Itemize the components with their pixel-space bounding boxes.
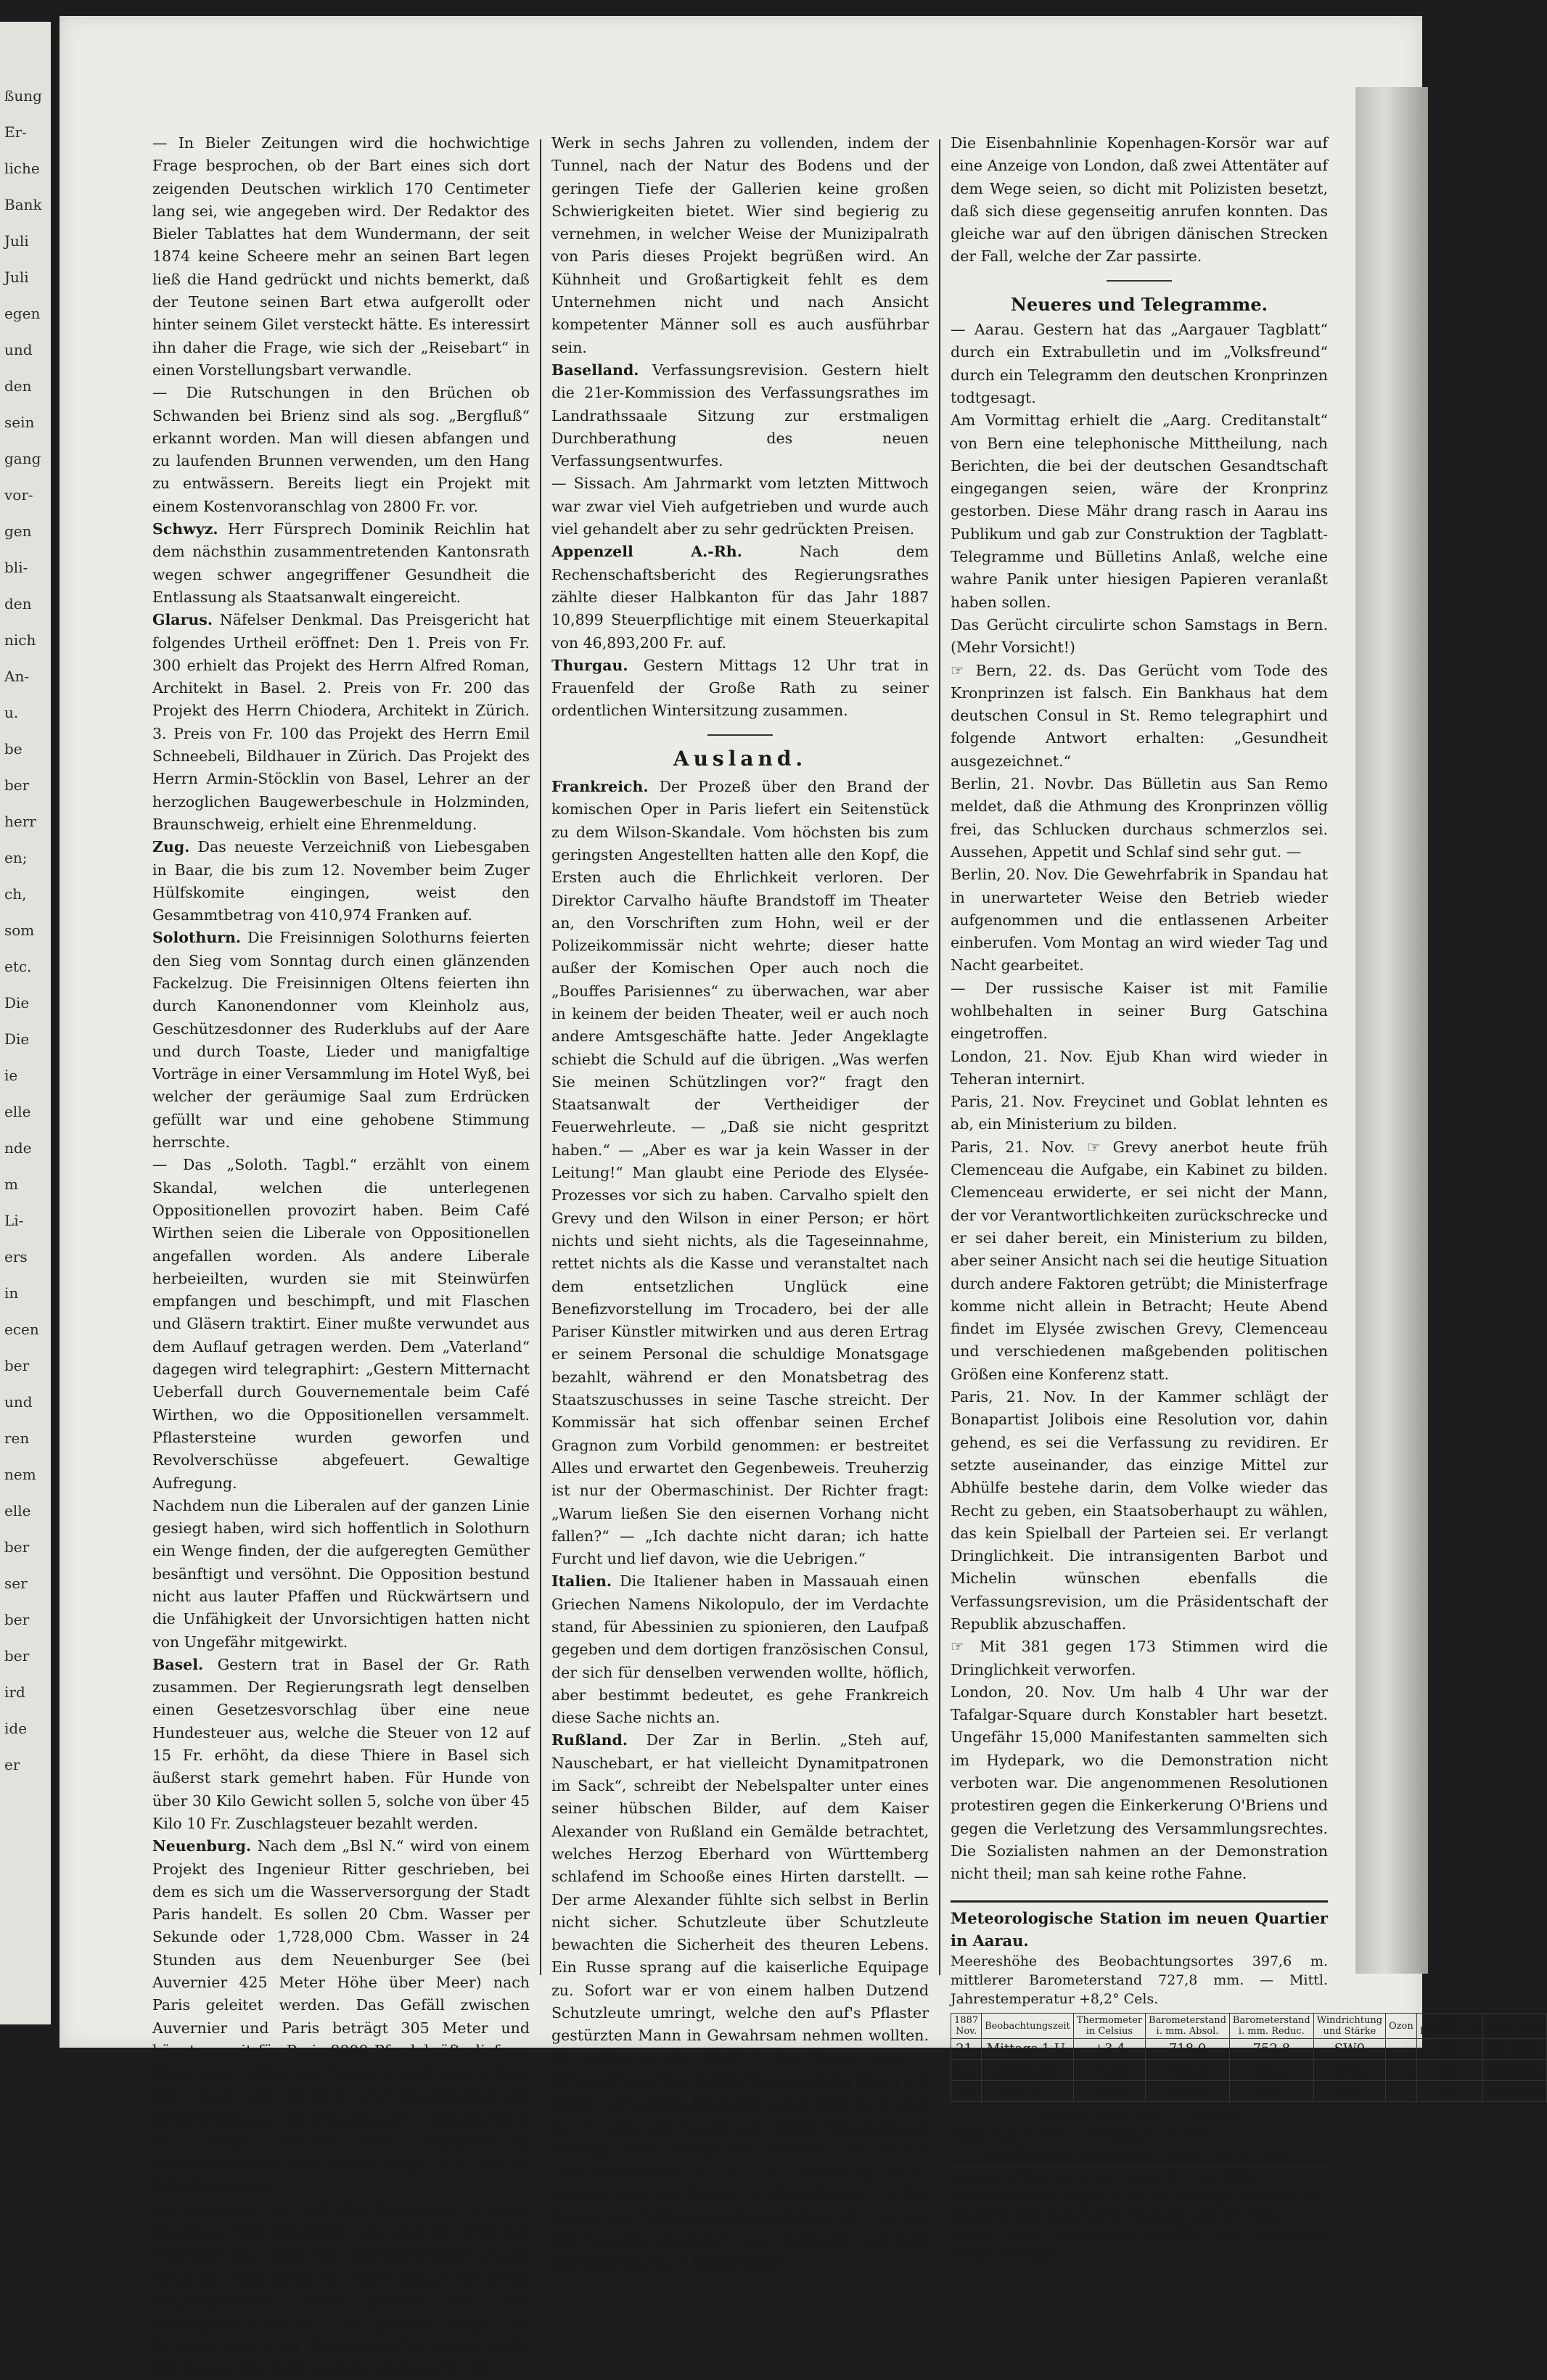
article-paragraph: [551, 132, 929, 359]
prev-page-fragment: Bank: [4, 196, 42, 213]
article-heading: Rußland.: [551, 1731, 628, 1749]
column-rule-1: [540, 139, 541, 1975]
article-paragraph: [551, 1729, 929, 2274]
article-paragraph: [951, 1091, 1328, 1136]
weather-cell: bedeckt.: [1483, 2060, 1546, 2081]
article-paragraph: [551, 359, 929, 472]
prev-page-fragment: etc.: [4, 958, 32, 975]
article-heading: Baselland.: [551, 361, 639, 379]
article-paragraph: [951, 773, 1328, 863]
newspaper-page: [60, 16, 1543, 2378]
prev-page-fragment: elle: [4, 1502, 31, 1519]
prev-page-fragment: Juli: [4, 232, 29, 250]
prev-page-fragment: ide: [4, 1720, 28, 1737]
prev-page-fragment: ecen: [4, 1321, 39, 1338]
article-paragraph: [951, 1386, 1328, 1636]
article-text: Die Eisenbahnlinie Kopenhagen-Korsör war auf eine Anzeige von London, daß zwei Attentäter auf dem Wege seien, so dicht mit Polizisten besetzt, daß sich diese gegenseitig anrufen konnten. Das gleiche war auf den übrigen dänischen Strecken der Fall, welche der Zar passirte.: [951, 134, 1328, 266]
article-text: Verfassungsrevision. Gestern hielt die 21er-Kommission des Verfassungsrathes im Landrathssaale Sitzung zur erstmaligen Durchberathung des neuen Verfassungsentwurfes.: [551, 361, 929, 470]
prev-page-fragment: ßung: [4, 87, 42, 104]
weather-note-1: Beobachtung um 7 Uhr früh;: [1038, 2108, 1241, 2125]
prev-page-fragment: und: [4, 341, 33, 358]
weather-cell: [1386, 2039, 1417, 2060]
weather-header-cell: Ozon: [1386, 2014, 1417, 2039]
weather-cell: 91: [1416, 2081, 1483, 2102]
weather-row: [951, 2039, 1547, 2060]
prev-page-fragment: nich: [4, 631, 36, 649]
weather-header-cell: Barometerstand i. mm. Reduc.: [1229, 2014, 1313, 2039]
prev-page-fragment: er: [4, 1756, 20, 1773]
zurich-date: vom 22. Nov.: [1191, 2208, 1283, 2225]
weather-cell: 92: [1416, 2060, 1483, 2081]
weather-cell: 718,0: [1146, 2039, 1230, 2060]
weather-cell: +1,9: [1073, 2060, 1145, 2081]
weather-row: [951, 2081, 1547, 2102]
prev-page-fragment: liche: [4, 160, 40, 177]
prev-page-fragment: gang: [4, 450, 41, 467]
article-text: Die Freisinnigen Solothurns feierten den Sieg vom Sonntag durch einen glänzenden Fackelzug. Die Freisinnigen Oltens feierten ihn durch Kanonendonner vom Kleinholz aus, Geschützesdonner des Ruderklubs auf der Aare und durch Toaste, Lieder und manigfaltige Vorträge in einer Versammlung im Hotel Wyß, bei welcher der geräumige Saal zum Erdrücken gefüllt war und eine gehobene Stimmung herrschte.: [152, 929, 530, 1152]
prev-page-fragment: ber: [4, 1611, 30, 1628]
weather-cell: 720,5: [1146, 2081, 1230, 2102]
prev-page-fragment: herr: [4, 813, 36, 830]
previous-page-edge: [0, 22, 51, 2024]
article-text: — In Bieler Zeitungen wird die hochwichtige Frage besprochen, ob der Bart eines sich dort zeigenden Deutschen wirklich 170 Centimeter lang sei, wie angegeben wird. Der Redaktor des Bieler Tablattes hat dem Wundermann, der seit 1874 keine Scheere mehr an seinen Bart legen ließ die Hand gedrückt und nichts bemerkt, daß der Teutone seinen Bart etwa aufgerollt oder hinter seinem Gilet versteckt hätte. Es interessirt ihn daher die Frage, wie sich der „Reisebart“ in einen Vorstellungsbart verwandle.: [152, 134, 530, 379]
column-2: [551, 132, 929, 2275]
article-paragraph: [551, 1570, 929, 1729]
prev-page-fragment: gen: [4, 522, 32, 540]
prev-page-fragment: som: [4, 922, 35, 939]
column-rule-2: [939, 139, 940, 1975]
article-paragraph: [951, 132, 1328, 268]
article-heading: Solothurn.: [152, 929, 242, 947]
article-paragraph: [152, 927, 530, 1154]
article-paragraph: [152, 1154, 530, 1494]
weather-cell: Abends 9: [982, 2060, 1074, 2081]
article-paragraph: [551, 472, 929, 541]
prev-page-fragment: ber: [4, 776, 30, 794]
weather-header-cell: 1887 Nov.: [951, 2014, 982, 2039]
article-heading: Appenzell A.-Rh.: [551, 543, 742, 561]
prev-page-fragment: be: [4, 740, 22, 758]
weather-cell: [1386, 2081, 1417, 2102]
page-edge-shadow: [1355, 87, 1428, 1974]
prev-page-fragment: nde: [4, 1139, 32, 1157]
weather-header-cell: Beobachtungszeit: [982, 2014, 1074, 2039]
weather-cell: [1386, 2060, 1417, 2081]
article-text: Näfelser Denkmal. Das Preisgericht hat folgendes Urtheil eröffnet: Den 1. Preis von Fr. 300 erhielt das Projekt des Herrn Alfred Roman, Architekt in Basel. 2. Preis von Fr. 200 das Projekt des Herrn Chiodera, Architekt in Zürich. 3. Preis von Fr. 100 das Projekt des Herrn Emil Schneebeli, Bildhauer in Zürich. Das Projekt des Herrn Armin-Stöcklin von Basel, Lehrer an der herzoglichen Baugewerbeschule in Holzminden, Braunschweig, erhielt eine Ehrenmeldung.: [152, 611, 530, 833]
paris-title: Pariser Observatorium: [951, 2170, 1126, 2187]
article-heading: Basel.: [152, 1655, 204, 1673]
article-text: Werk in sechs Jahren zu vollenden, indem der Tunnel, nach der Natur des Bodens und der geringen Tiefe der Gallerien keine großen Schwierigkeiten bietet. Wier sind begierig zu vernehmen, in welcher Weise der Munizipalrath von Paris dieses Projekt begrüßen wird. An Kühnheit und Großartigkeit fehlt es dem Unternehmen nicht und nach Ansicht kompetenter Männer soll es auch ausführbar sein.: [551, 134, 929, 356]
article-paragraph: [951, 614, 1328, 660]
article-paragraph: [951, 1046, 1328, 1091]
weather-cell: +2,9: [1073, 2081, 1145, 2102]
article-paragraph: [152, 609, 530, 836]
article-text: — Sissach. Am Jahrmarkt vom letzten Mittwoch war zwar viel Vieh aufgetrieben und wurde auch viel gehandelt aber zu sehr gedrückten Preisen.: [551, 475, 929, 538]
weather-cell: SW0: [1313, 2039, 1385, 2060]
prev-page-fragment: Die: [4, 1030, 30, 1048]
prev-page-fragment: sein: [4, 414, 35, 431]
article-paragraph: [951, 660, 1328, 773]
prev-page-fragment: ber: [4, 1647, 30, 1665]
article-text: ☞ Bern, 22. ds. Das Gerücht vom Tode des Kronprinzen ist falsch. Ein Bankhaus hat dem deutschen Consul in St. Remo telegraphirt und folgende Antwort erhalten: „Gesundheit ausgezeichnet.“: [951, 661, 1328, 770]
weather-header-cell: Rel. Feuchtigkeit: [1416, 2014, 1483, 2039]
article-paragraph: [152, 518, 530, 609]
article-heading: Frankreich.: [551, 778, 649, 796]
prev-page-fragment: ber: [4, 1357, 30, 1374]
article-text: Nach dem „Bsl N.“ wird von einem Projekt des Ingenieur Ritter geschrieben, bei dem es sich um die Wasserversorgung der Stadt Paris handelt. Es sollen 20 Cbm. Wasser per Sekunde oder 1,728,000 Cbm. Wasser in 24 Stunden aus dem Neuenburger See (bei Auvernier 425 Meter Höhe über Meer) nach Paris geleitet werden. Das Gefäll zwischen Auvernier und Paris beträgt 305 Meter und könnte somit für Paris 8000 Pferdekräfte liefern. Dazu wäre nöthig ein Tunnel durch den Jura in der Länge von 35 Klm. und ausmündend bei Blanchefontaine im französischen Departement du Doubs, sodann eine Wasserleitung Blanchefontaine-Paris in der Länge von 450 bis 500 Kilometern.: [152, 1837, 530, 2196]
weather-table: [951, 2013, 1547, 2102]
section-divider: [1107, 280, 1172, 282]
weather-cell: 752,8: [1229, 2039, 1313, 2060]
zurich-forecast: [951, 2207, 1328, 2263]
article-text: Der Prozeß über den Brand der komischen Oper in Paris liefert ein Seitenstück zu dem Wilson-Skandale. Vom höchsten bis zum geringsten Angestellten hatten alle den Kopf, die Ersten auch die Ehrlichkeit verloren. Der Direktor Carvalho häufte Brandstoff im Theater an, den Vorschriften zum Hohn, weil er der Polizeikommissär nicht wehrte; dieser hatte außer der Komischen Oper auch noch die „Bouffes Parisiennes“ zu überwachen, war aber in keinem der beiden Theater, weil er auch noch andere Amtsgeschäfte hatte. Jeder Angeklagte schiebt die Schuld auf die übrigen. „Was werfen Sie meinen Schützlingen vor?“ fragt den Staatsanwalt der Vertheidiger der Feuerwehrleute. — „Daß sie nicht gespritzt haben.“ — „Aber es war ja kein Wasser in der Leitung!“ Man glaubt eine Periode des Elysée-Prozesses vor sich zu haben. Carvalho spielt den Grevy und den Wilson in einer Person; er hört nichts und sieht nichts, als die Tageseinnahme, rettet nichts als die Kasse und veranstaltet nach dem entsetzlichen Unglück eine Benefizvorstellung im Trocadero, bei der alle Pariser Künstler mitwirken und aus deren Ertrag er seinem Personal die schuldige Monatsgage bezahlt, während er den Monatsbetrag des Staatszuschusses in seine Tasche streicht. Der Kommissär hat sich offenbar seinen Erchef Gragnon zum Vorbild genommen: er bestreitet Alles und erwartet den Gegenbeweis. Treuherzig ist nur der Obermaschinist. Der Richter fragt: „Warum ließen Sie den eisernen Vorhang nicht fallen?“ — „Ich dachte nicht daran; ich hatte Furcht und lief davon, wie die Uebrigen.“: [551, 778, 929, 1568]
paris-text: Wahrscheinlich Regen u. etwas niedrige Temperatur.: [951, 2189, 1322, 2206]
weather-row: [951, 2060, 1547, 2081]
article-text: Nachdem nun die Liberalen auf der ganzen Linie gesiegt haben, wird sich hoffentlich in Solothurn ein Wenge finden, der die aufgeregten Gemüther besänftigt und versöhnt. Die Opposition bestund nicht aus lauter Pfaffen und Rückwärtsern und die Unfähigkeit der Unvorsichtigen hatten nicht von Ungefähr mitgewirkt.: [152, 1496, 530, 1651]
weather-cell: +3,4: [1073, 2039, 1145, 2060]
article-heading: Zug.: [152, 838, 190, 856]
article-paragraph: [951, 977, 1328, 1046]
article-paragraph: [551, 776, 929, 1570]
article-heading: Schwyz.: [152, 520, 218, 538]
zurich-text: Immer noch vorwiegend bewölkt, mit zeitweisen Niederschlägen.: [951, 2227, 1328, 2262]
weather-box: [951, 1900, 1543, 2264]
article-heading: Thurgau.: [551, 656, 628, 674]
article-paragraph: [152, 2199, 530, 2380]
article-paragraph: [551, 541, 929, 654]
weather-header-cell: Windrichtung und Stärke: [1313, 2014, 1385, 2039]
weather-meta: Meereshöhe des Beobachtungsortes 397,6 m. mittlerer Barometerstand 727,8 mm. — Mittl. Jahrestemperatur +8,2° Cels.: [951, 1953, 1328, 2008]
article-text: Am Vormittag erhielt die „Aarg. Creditanstalt“ von Bern eine telephonische Mittheilung, nach Berichten, die bei der deutschen Gesandtschaft eingegangen seien, wäre der Kronprinz gestorben. Diese Mähr drang rasch in Aarau ins Publikum und gab zur Construktion der Tagblatt-Telegramme und Bülletins Anlaß, welche eine wahre Panik unter hiesigen Papieren veranlaßt haben sollen.: [951, 411, 1328, 611]
article-text: Berlin, 20. Nov. Die Gewehrfabrik in Spandau hat in unerwarteter Weise den Betrieb wieder aufgenommen und die entlassenen Arbeiter einberufen. Vom Montag an wird wieder Tag und Nacht gearbeitet.: [951, 866, 1328, 974]
article-paragraph: [551, 654, 929, 723]
prev-page-fragment: An-: [4, 668, 30, 685]
weather-title: Meteorologische Station im neuen Quartier in Aarau.: [951, 1900, 1328, 1953]
article-text: Gestern trat in Basel der Gr. Rath zusammen. Der Regierungsrath legt denselben einen Gesetzesvorschlag über eine neue Hundesteuer aus, welche die Steuer von 12 auf 15 Fr. erhöht, da diese Thiere in Basel sich äußerst stark gemehrt haben. Für Hunde von über 30 Kilo Gewicht sollen 5, solche von über 45 Kilo 10 Fr. Zuschlagsteuer bezahlt werden.: [152, 1655, 530, 1832]
prev-page-fragment: elle: [4, 1103, 31, 1120]
article-paragraph: [951, 409, 1328, 614]
prev-page-fragment: egen: [4, 305, 41, 322]
article-text: Das Gerücht circulirte schon Samstags in Bern. (Mehr Vorsicht!): [951, 615, 1328, 657]
prev-page-fragment: Juli: [4, 268, 29, 286]
weather-note-2: Maximum +3,4° C. Minimum +0,3° C.: [951, 2127, 1219, 2143]
prev-page-fragment: vor-: [4, 486, 33, 504]
article-paragraph: [152, 1654, 530, 1835]
article-text: Der Zar in Berlin. „Steh auf, Nauschebart, er hat vielleicht Dynamitpatronen im Sack“, schreibt der Nebelspalter unter eines seiner hübschen Bilder, auf dem Kaiser Alexander von Rußland ein Gemälde betrachtet, welches Herzog Eberhard von Württemberg schlafend im Schooße eines Hirten darstellt. — Der arme Alexander fühlte sich selbst in Berlin nicht sicher. Schutzleute über Schutzleute bewachten die Sicherheit des theuren Lebens. Ein Russe sprang auf die kaiserliche Equipage zu. Sofort war er von einem halben Dutzend Schutzleute umringt, welche den auf's Pflaster gestürzten Mann in Gewahrsam nehmen wollten. Er wollte in das Gefährt des Zaren eine — Bittschrift werfen. Gefährlicher war ein Mann mit einem schwarzen Kästchen unter dem Arm, der, wo er ging und stund, von einem Schutzmanne verfolgt ward. Aergerlich hierüber, trat er auf den Beobachter zu mit der Warnung: Bitte, nehmen Sie das Packet in Verwahrung, bis der Kaiser von Rußland vorübergefahren ist.“ Es war ein Commis voyageur aus Hamburg mit dem unvermeidlichen Marmöttchen. —: [551, 1731, 929, 2272]
weather-cell: W0: [1313, 2081, 1385, 2102]
weather-cell: 755,4: [1229, 2081, 1313, 2102]
weather-cell: 22.: [951, 2081, 982, 2102]
article-text: London, 20. Nov. Um halb 4 Uhr war der Tafalgar-Square durch Konstabler hart besetzt. Ungefähr 15,000 Manifestanten sammelten sich im Hydepark, wo die Demonstration nicht verboten war. Die angenommenen Resolutionen protestiren gegen die Einkerkerung O'Briens und gegen die Verletzung des Versammlungsrechtes. Die Sozialisten nahmen an der Demonstration nicht theil; man sah keine rothe Fahne.: [951, 1683, 1328, 1883]
article-text: Herr Fürsprech Dominik Reichlin hat dem nächsthin zusammentretenden Kantonsrath wegen schwer angegriffener Gesundheit die Entlassung als Staatsanwalt eingereicht.: [152, 520, 530, 606]
zurich-title: Zürcher Witterungsaussichten: [951, 2208, 1188, 2225]
article-paragraph: [951, 1681, 1328, 1886]
prev-page-fragment: ie: [4, 1067, 18, 1084]
article-paragraph: [951, 863, 1328, 977]
prev-page-fragment: bli-: [4, 559, 28, 576]
telegram-heading: Neueres und Telegramme.: [1011, 293, 1268, 315]
article-paragraph: [951, 319, 1328, 409]
column-3-text: [951, 132, 1328, 1886]
article-text: — Der russische Kaiser ist mit Familie wohlbehalten in seiner Burg Gatschina eingetroffen.: [951, 979, 1328, 1043]
prev-page-fragment: den: [4, 377, 32, 395]
section-heading: Ausland.: [673, 746, 808, 771]
article-paragraph: [152, 382, 530, 518]
paris-date: vom 21. Nov. 1887.: [1130, 2170, 1265, 2187]
article-text: Paris, 21. Nov. In der Kammer schlägt der Bonapartist Jolibois eine Resolution vor, dahin gehend, es sei die Verfassung zu revidiren. Er setzte auseinander, das einzige Mittel zur Abhülfe bestehe darin, dem Volke wieder das Recht zu geben, ein Staatsoberhaupt zu wählen, das kein Spielball der Parteien sei. Er verlangt Dringlichkeit. Die intransigenten Barbot und Michelin wünschen ebenfalls die Verfassungsrevision, um die Präsidentschaft der Republik abzuschaffen.: [951, 1388, 1328, 1633]
article-paragraph: [152, 1495, 530, 1654]
weather-header-cell: Thermometer in Celsius: [1073, 2014, 1145, 2039]
weather-cell: bewölkt.: [1483, 2039, 1546, 2060]
weather-cell: Mittags 1 U.: [982, 2039, 1074, 2060]
prev-page-fragment: ch,: [4, 885, 27, 903]
weather-cell: 21.: [951, 2060, 982, 2081]
article-text: — Aarau. Gestern hat das „Aargauer Tagblatt“ durch ein Extrabulletin und im „Volksfreund“ durch ein Telegramm den deutschen Kronprinzen todtgesagt.: [951, 321, 1328, 406]
article-heading: Glarus.: [152, 611, 213, 629]
weather-cell: SW0: [1313, 2060, 1385, 2081]
weather-cell: bedeckt.: [1483, 2081, 1546, 2102]
column-1: [152, 132, 530, 2380]
article-text: Berlin, 21. Novbr. Das Bülletin aus San Remo meldet, daß die Athmung des Kronprinzen völlig frei, das Schlucken durchaus schmerzlos sei. Aussehen, Appetit und Schlaf sind sehr gut. —: [951, 775, 1328, 861]
weather-cell: 84: [1416, 2039, 1483, 2060]
article-text: Zu bemerken ist, daß das Seewasser in einer gewissen Tiefe geschöpft, sehr rein ist, denn das Nordufer des Sees hat gewissermassen weder Schlamm noch Sand. Hr. Ritter glaubt, mit sechs Angriffspunkten, einer großen Zahl von Zugangsgallerien auf der ganzen Länge des Tunnels, und unter Benützung der Wasserkräfte der Reuse, des Dubs und des Dessoubre, das: [152, 2201, 530, 2378]
article-text: Paris, 21. Nov. Freycinet und Goblat lehnten es ab, ein Ministerium zu bilden.: [951, 1093, 1328, 1133]
article-text: ☞ Mit 381 gegen 173 Stimmen wird die Dringlichkeit verworfen.: [951, 1638, 1328, 1678]
prev-page-fragment: ser: [4, 1575, 28, 1592]
weather-header-cell: Barometerstand i. mm. Absol.: [1146, 2014, 1230, 2039]
prev-page-fragment: Li-: [4, 1212, 24, 1229]
prev-page-fragment: ers: [4, 1248, 28, 1265]
article-paragraph: [951, 1636, 1328, 1681]
article-text: London, 21. Nov. Ejub Khan wird wieder in Teheran internirt.: [951, 1047, 1328, 1088]
section-divider: [707, 734, 773, 736]
article-paragraph: [152, 1835, 530, 2199]
article-text: Paris, 21. Nov. ☞ Grevy anerbot heute früh Clemenceau die Aufgabe, ein Kabinet zu bilden. Clemenceau erwiderte, er sei nicht der Mann, der vor Verantwortlichkeiten zurückschrecke und er sei daher bereit, ein Ministerium zu bilden, aber seiner Ansicht nach sei die heutige Situation durch andere Faktoren getrübt; die Ministerfrage komme nicht allein in Betracht; Heute Abend findet im Elysée zwischen Grevy, Clemenceau und verschiedenen maßgebenden politischen Größen eine Konferenz statt.: [951, 1138, 1328, 1383]
weather-note-3: Niederschlag gemessen 7 Uhr früh 3,7 Mm.: [985, 2146, 1294, 2162]
prev-page-fragment: m: [4, 1175, 18, 1193]
prev-page-fragment: in: [4, 1284, 19, 1302]
weather-header-cell: Witterung: [1483, 2014, 1546, 2039]
article-text: Das neueste Verzeichniß von Liebesgaben in Baar, die bis zum 12. November beim Zuger Hülfskomite eingingen, weist den Gesammtbetrag von 410,974 Franken auf.: [152, 838, 530, 924]
prev-page-fragment: ird: [4, 1683, 25, 1701]
article-paragraph: [152, 132, 530, 382]
prev-page-fragment: nem: [4, 1466, 36, 1483]
prev-page-fragment: ber: [4, 1538, 30, 1556]
prev-page-fragment: und: [4, 1393, 33, 1411]
prev-page-fragment: u.: [4, 704, 19, 721]
weather-cell: 719,8: [1146, 2060, 1230, 2081]
weather-cell: Morg. 7: [982, 2081, 1074, 2102]
prev-page-fragment: den: [4, 595, 32, 612]
weather-cell: 21.: [951, 2039, 982, 2060]
prev-page-fragment: Er-: [4, 123, 27, 141]
prev-page-fragment: Die: [4, 994, 30, 1012]
article-text: Die Italiener haben in Massauah einen Griechen Namens Nikolopulo, der im Verdachte stand, für Abessinien zu spionieren, den Laufpaß gegeben und dem dortigen französischen Consul, der sich für denselben verwenden wollte, höflich, aber bestimmt bedeutet, es gehe Frankreich diese Sache nichts an.: [551, 1572, 929, 1727]
column-3: [951, 132, 1543, 2263]
article-text: — Das „Soloth. Tagbl.“ erzählt von einem Skandal, welchen die unterlegenen Oppositionellen provozirt haben. Beim Café Wirthen seien die Liberale von Oppositionellen angefallen worden. Als andere Liberale herbeieilten, wurden sie mit Steinwürfen empfangen und beschimpft, und mit Flaschen und Gläsern traktirt. Einer mußte verwundet aus dem Auflauf getragen werden. Dem „Vaterland“ dagegen wird telegraphirt: „Gestern Mitternacht Ueberfall durch Gouvernementale beim Café Wirthen, wo die Oppositionellen versammelt. Pflastersteine wurden geworfen und Revolverschüsse abgefeuert. Gewaltige Aufregung.: [152, 1156, 530, 1492]
weather-cell: 754,4: [1229, 2060, 1313, 2081]
prev-page-fragment: en;: [4, 849, 28, 866]
paris-observatory: [951, 2166, 1328, 2207]
article-heading: Neuenburg.: [152, 1837, 252, 1855]
article-text: Nach dem Rechenschaftsbericht des Regierungsrathes zählte dieser Halbkanton für das Jahr 1887 10,899 Steuerpflichtige mit einem Steuerkapital von 46,893,200 Fr. auf.: [551, 543, 929, 652]
article-paragraph: [951, 1136, 1328, 1386]
weather-header-row: [951, 2014, 1547, 2039]
article-heading: Italien.: [551, 1572, 612, 1591]
article-paragraph: [152, 836, 530, 927]
prev-page-fragment: ren: [4, 1429, 30, 1447]
article-text: — Die Rutschungen in den Brüchen ob Schwanden bei Brienz sind als sog. „Bergfluß“ erkannt worden. Man will diesen abfangen und zu laufenden Brunnen verwenden, um den Hang zu entwässern. Bereits liegt ein Projekt mit einem Kostenvoranschlag von 2800 Fr. vor.: [152, 384, 530, 515]
article-text: Gestern Mittags 12 Uhr trat in Frauenfeld der Große Rath zu seiner ordentlichen Wintersitzung zusammen.: [551, 656, 929, 720]
